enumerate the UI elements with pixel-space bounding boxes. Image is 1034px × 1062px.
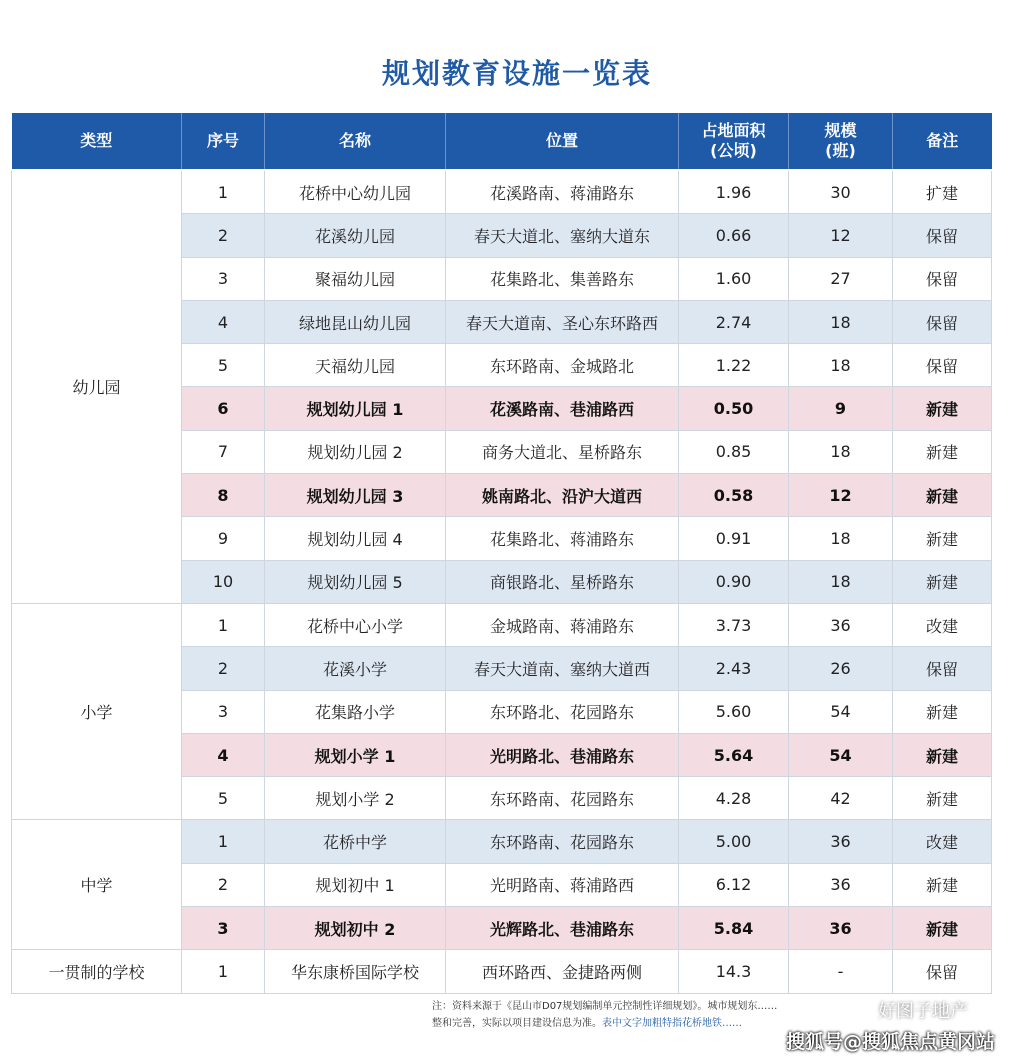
remark-cell: 保留 (893, 344, 992, 387)
education-facilities-table (11, 113, 992, 994)
remark-cell: 保留 (893, 257, 992, 300)
header-scale: 规模 (班) (789, 113, 893, 170)
name-cell: 规划初中 2 (265, 907, 446, 950)
location-cell: 金城路南、蒋浦路东 (446, 603, 679, 646)
area-cell: 2.43 (679, 647, 789, 690)
location-cell: 花集路北、集善路东 (446, 257, 679, 300)
category-cell: 幼儿园 (12, 170, 182, 603)
location-cell: 商务大道北、星桥路东 (446, 430, 679, 473)
no-cell: 4 (182, 300, 265, 343)
no-cell: 5 (182, 777, 265, 820)
scale-cell: 36 (789, 907, 893, 950)
table-row (12, 170, 992, 214)
name-cell: 规划幼儿园 5 (265, 560, 446, 603)
no-cell: 8 (182, 474, 265, 517)
no-cell: 3 (182, 907, 265, 950)
scale-cell: 18 (789, 560, 893, 603)
no-cell: 9 (182, 517, 265, 560)
scale-cell: 18 (789, 300, 893, 343)
no-cell: 4 (182, 733, 265, 776)
name-cell: 花桥中心小学 (265, 603, 446, 646)
area-cell: 4.28 (679, 777, 789, 820)
name-cell: 绿地昆山幼儿园 (265, 300, 446, 343)
no-cell: 5 (182, 344, 265, 387)
remark-cell: 新建 (893, 430, 992, 473)
scale-cell: 18 (789, 430, 893, 473)
scale-cell: 26 (789, 647, 893, 690)
category-cell: 小学 (12, 603, 182, 819)
location-cell: 光明路南、蒋浦路西 (446, 863, 679, 906)
footnote-line-2a: 整和完善，实际以项目建设信息为准。 (432, 1018, 602, 1029)
area-cell: 0.85 (679, 430, 789, 473)
name-cell: 花桥中心幼儿园 (265, 170, 446, 214)
remark-cell: 新建 (893, 517, 992, 560)
remark-cell: 新建 (893, 474, 992, 517)
no-cell: 1 (182, 603, 265, 646)
no-cell: 3 (182, 257, 265, 300)
location-cell: 东环路南、花园路东 (446, 777, 679, 820)
table-title: 规划教育设施一览表 (381, 57, 652, 90)
remark-cell: 保留 (893, 950, 992, 993)
area-cell: 5.64 (679, 733, 789, 776)
location-cell: 春天大道北、塞纳大道东 (446, 214, 679, 257)
location-cell: 西环路西、金捷路两侧 (446, 950, 679, 993)
scale-cell: 54 (789, 733, 893, 776)
location-cell: 花溪路南、巷浦路西 (446, 387, 679, 430)
name-cell: 规划小学 2 (265, 777, 446, 820)
no-cell: 1 (182, 170, 265, 214)
scale-cell: 18 (789, 517, 893, 560)
table-row (12, 820, 992, 863)
scale-cell: 54 (789, 690, 893, 733)
no-cell: 2 (182, 214, 265, 257)
table-row (12, 950, 992, 993)
header-type: 类型 (12, 113, 182, 170)
remark-cell: 保留 (893, 214, 992, 257)
header-area: 占地面积 (公顷) (679, 113, 789, 170)
location-cell: 光明路北、巷浦路东 (446, 733, 679, 776)
no-cell: 1 (182, 950, 265, 993)
no-cell: 7 (182, 430, 265, 473)
wechat-brand-watermark: 好图子地产 (878, 1001, 968, 1022)
no-cell: 10 (182, 560, 265, 603)
location-cell: 花集路北、蒋浦路东 (446, 517, 679, 560)
area-cell: 0.91 (679, 517, 789, 560)
area-cell: 1.96 (679, 170, 789, 214)
footnote-line-1: 注：资料来源于《昆山市D07规划编制单元控制性详细规划》。城市规划东…… (432, 1001, 778, 1012)
scale-cell: 36 (789, 820, 893, 863)
scale-cell: 36 (789, 603, 893, 646)
header-remark: 备注 (893, 113, 992, 170)
no-cell: 3 (182, 690, 265, 733)
remark-cell: 改建 (893, 820, 992, 863)
area-cell: 0.66 (679, 214, 789, 257)
category-cell: 一贯制的学校 (12, 950, 182, 993)
scale-cell: - (789, 950, 893, 993)
remark-cell: 扩建 (893, 170, 992, 214)
scale-cell: 36 (789, 863, 893, 906)
name-cell: 规划幼儿园 3 (265, 474, 446, 517)
no-cell: 1 (182, 820, 265, 863)
name-cell: 规划小学 1 (265, 733, 446, 776)
no-cell: 6 (182, 387, 265, 430)
header-name: 名称 (265, 113, 446, 170)
name-cell: 规划初中 1 (265, 863, 446, 906)
area-cell: 2.74 (679, 300, 789, 343)
area-cell: 5.60 (679, 690, 789, 733)
table-body (12, 170, 992, 993)
sohu-brand-watermark: 搜狐号@搜狐焦点黄冈站 (786, 1031, 996, 1053)
area-cell: 0.58 (679, 474, 789, 517)
area-cell: 5.00 (679, 820, 789, 863)
location-cell: 春天大道南、圣心东环路西 (446, 300, 679, 343)
scale-cell: 12 (789, 474, 893, 517)
scale-cell: 18 (789, 344, 893, 387)
area-cell: 5.84 (679, 907, 789, 950)
area-cell: 0.50 (679, 387, 789, 430)
area-cell: 6.12 (679, 863, 789, 906)
location-cell: 东环路南、金城路北 (446, 344, 679, 387)
remark-cell: 保留 (893, 647, 992, 690)
remark-cell: 新建 (893, 733, 992, 776)
scale-cell: 12 (789, 214, 893, 257)
scale-cell: 30 (789, 170, 893, 214)
table-row (12, 603, 992, 646)
no-cell: 2 (182, 647, 265, 690)
remark-cell: 新建 (893, 863, 992, 906)
name-cell: 规划幼儿园 1 (265, 387, 446, 430)
remark-cell: 新建 (893, 387, 992, 430)
location-cell: 光辉路北、巷浦路东 (446, 907, 679, 950)
remark-cell: 保留 (893, 300, 992, 343)
location-cell: 春天大道南、塞纳大道西 (446, 647, 679, 690)
name-cell: 规划幼儿园 2 (265, 430, 446, 473)
scale-cell: 9 (789, 387, 893, 430)
header-no: 序号 (182, 113, 265, 170)
remark-cell: 改建 (893, 603, 992, 646)
category-cell: 中学 (12, 820, 182, 950)
name-cell: 规划幼儿园 4 (265, 517, 446, 560)
location-cell: 姚南路北、沿沪大道西 (446, 474, 679, 517)
name-cell: 华东康桥国际学校 (265, 950, 446, 993)
name-cell: 天福幼儿园 (265, 344, 446, 387)
name-cell: 聚福幼儿园 (265, 257, 446, 300)
footnote-line-2b: 表中文字加粗特指花桥地铁…… (602, 1018, 742, 1029)
header-location: 位置 (446, 113, 679, 170)
location-cell: 商银路北、星桥路东 (446, 560, 679, 603)
name-cell: 花溪小学 (265, 647, 446, 690)
location-cell: 东环路北、花园路东 (446, 690, 679, 733)
table-header-row (12, 113, 992, 170)
location-cell: 花溪路南、蒋浦路东 (446, 170, 679, 214)
name-cell: 花桥中学 (265, 820, 446, 863)
area-cell: 3.73 (679, 603, 789, 646)
area-cell: 14.3 (679, 950, 789, 993)
location-cell: 东环路南、花园路东 (446, 820, 679, 863)
area-cell: 0.90 (679, 560, 789, 603)
name-cell: 花溪幼儿园 (265, 214, 446, 257)
remark-cell: 新建 (893, 560, 992, 603)
remark-cell: 新建 (893, 690, 992, 733)
no-cell: 2 (182, 863, 265, 906)
remark-cell: 新建 (893, 907, 992, 950)
scale-cell: 27 (789, 257, 893, 300)
wechat-icon (836, 997, 866, 1019)
name-cell: 花集路小学 (265, 690, 446, 733)
area-cell: 1.60 (679, 257, 789, 300)
remark-cell: 新建 (893, 777, 992, 820)
scale-cell: 42 (789, 777, 893, 820)
area-cell: 1.22 (679, 344, 789, 387)
